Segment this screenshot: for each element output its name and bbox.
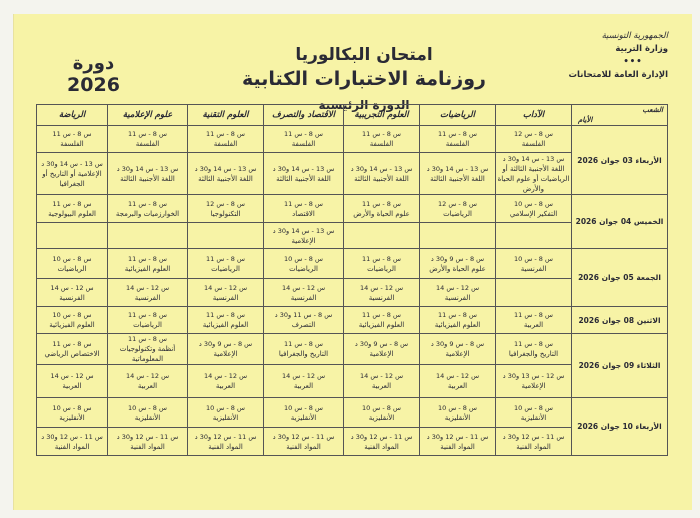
- exam-time: س 8 - س 11: [128, 335, 167, 343]
- exam-time: س 8 - س 11: [438, 311, 477, 319]
- schedule-cell: [344, 249, 420, 279]
- exam-time: س 8 - س 10: [514, 254, 553, 263]
- exam-subject: التاريخ والجغرافيا: [508, 350, 559, 358]
- exam-title: امتحان البكالوريا: [295, 45, 433, 65]
- exam-time: س 8 - س 11: [362, 311, 401, 319]
- exam-subject: العربية: [523, 321, 544, 329]
- table-row: [37, 307, 668, 334]
- schedule-cell: [264, 153, 344, 195]
- exam-time: س 11 - س 12 و30 د: [350, 432, 413, 441]
- exam-subject: المواد الفنية: [516, 442, 551, 451]
- exam-time: س 13 - س 14 و30 د: [350, 164, 413, 173]
- column-header: علوم الإعلامية: [108, 105, 188, 126]
- day-label: الأربعاء 10 جوان 2026: [572, 398, 668, 456]
- schedule-cell: [344, 223, 420, 249]
- exam-subject: العربية: [137, 382, 158, 390]
- exam-time: س 8 - س 11: [284, 130, 323, 138]
- exam-subject: العلوم الفيزيائية: [358, 321, 405, 329]
- table-row: [37, 398, 668, 428]
- ministry-header: [548, 30, 668, 82]
- exam-subject: المواد الفنية: [364, 442, 399, 451]
- schedule-cell: [264, 279, 344, 307]
- exam-subject: الأنقليزية: [212, 413, 239, 422]
- exam-subject: اللغة الأجنبية الثالثة: [198, 174, 253, 183]
- schedule-cell: [108, 428, 188, 456]
- exam-subject: علوم الحياة والأرض: [353, 209, 410, 218]
- exam-subject: الفلسفة: [521, 140, 546, 148]
- schedule-cell: [496, 307, 572, 334]
- schedule-cell: [344, 279, 420, 307]
- exam-subject: الإعلامية: [213, 350, 238, 358]
- exam-time: س 8 - س 11: [206, 254, 245, 263]
- exam-time: س 12 - س 14: [125, 372, 170, 380]
- table-header-row: [37, 105, 668, 126]
- exam-subject: العربية: [62, 382, 82, 390]
- schedule-cell: [496, 428, 572, 456]
- exam-subject: العربية: [371, 382, 392, 390]
- exam-time: س 12 - س 14: [125, 283, 170, 292]
- schedule-cell: [496, 126, 572, 153]
- exam-time: س 8 - س 11: [284, 340, 323, 348]
- schedule-cell: [264, 398, 344, 428]
- schedule-title: روزنامة الاختبارات الكتابية: [241, 68, 486, 90]
- exam-subject: الفلسفة: [445, 140, 470, 148]
- schedule-cell: [344, 428, 420, 456]
- schedule-cell: [37, 334, 108, 365]
- exam-subject: الرياضيات: [57, 264, 87, 273]
- day-label: الثلاثاء 09 جوان 2026: [572, 334, 668, 398]
- schedule-cell: [37, 249, 108, 279]
- schedule-cell: [188, 307, 264, 334]
- exam-subject: اللغة الأجنبية الثالثة: [354, 174, 409, 183]
- exam-subject: الإعلامية أو التاريخ أو الجغرافيا: [42, 169, 102, 188]
- exam-time: س 12 - س 14: [203, 372, 248, 380]
- exam-time: س 8 - س 11 و30 د: [274, 311, 333, 319]
- exam-time: س 12 - س 14: [359, 372, 404, 380]
- exam-subject: الفرنسية: [59, 293, 85, 302]
- column-header: الآداب: [496, 105, 572, 126]
- table-row: [37, 334, 668, 365]
- corner-branches-label: الشعب: [642, 106, 663, 114]
- table-row: [37, 126, 668, 153]
- schedule-cell: [188, 398, 264, 428]
- schedule-cell: [264, 126, 344, 153]
- schedule-cell: [108, 195, 188, 223]
- exam-time: س 13 - س 14 و30 د: [502, 154, 565, 163]
- exam-time: س 12 - س 14: [435, 283, 480, 292]
- exam-subject: الفرنسية: [134, 293, 161, 302]
- exam-subject: الأنقليزية: [59, 413, 85, 422]
- exam-time: س 8 - س 11: [514, 340, 553, 348]
- session-year: 2026: [67, 74, 120, 96]
- exam-time: س 8 - س 12: [438, 199, 477, 208]
- exam-time: س 12 - س 14: [281, 283, 326, 292]
- schedule-cell: [496, 398, 572, 428]
- schedule-cell: [420, 279, 496, 307]
- schedule-cell: [264, 428, 344, 456]
- exam-time: س 12 - س 14: [50, 372, 94, 380]
- exam-time: س 8 - س 11: [128, 311, 167, 319]
- exam-time: س 8 - س 12: [514, 130, 553, 138]
- schedule-cell: [344, 153, 420, 195]
- exam-subject: الفلسفة: [213, 140, 238, 148]
- exam-time: س 8 - س 10: [514, 403, 553, 412]
- schedule-cell: [420, 126, 496, 153]
- exam-subject: أنظمة وتكنولوجيات المعلوماتية: [119, 345, 176, 363]
- schedule-cell: [37, 195, 108, 223]
- exam-time: س 8 - س 11: [206, 130, 245, 138]
- exam-time: س 8 - س 11: [362, 130, 401, 138]
- exam-subject: المواد الفنية: [440, 442, 475, 451]
- exam-subject: التفكير الإسلامي: [509, 209, 558, 218]
- schedule-cell: [420, 249, 496, 279]
- exam-subject: العلوم الفيزيائية: [124, 264, 171, 273]
- exam-subject: اللغة الأجنبية الثالثة: [276, 174, 331, 183]
- exam-time: س 8 - س 11: [438, 130, 477, 138]
- schedule-cell: [496, 279, 572, 307]
- schedule-cell: [188, 126, 264, 153]
- session-year-block: [56, 54, 131, 96]
- table-row: [37, 195, 668, 223]
- schedule-cell: [264, 334, 344, 365]
- day-label: الخميس 04 جوان 2026: [572, 195, 668, 249]
- exam-subject: الفلسفة: [291, 140, 316, 148]
- schedule-cell: [496, 365, 572, 398]
- exam-subject: التكنولوجيا: [210, 209, 241, 218]
- schedule-cell: [37, 307, 108, 334]
- schedule-body: [37, 126, 668, 456]
- exam-time: س 8 - س 10: [284, 403, 323, 412]
- exam-time: س 8 - س 12: [206, 199, 245, 208]
- day-label: الجمعة 05 جوان 2026: [572, 249, 668, 307]
- schedule-cell: [264, 223, 344, 249]
- exam-time: س 8 - س 11: [52, 130, 92, 138]
- schedule-cell: [37, 223, 108, 249]
- exam-subject: الفلسفة: [60, 140, 84, 148]
- schedule-cell: [420, 398, 496, 428]
- exam-time: س 8 - س 11: [52, 340, 92, 348]
- exam-time: س 11 - س 12 و30 د: [502, 432, 565, 441]
- schedule-cell: [264, 249, 344, 279]
- column-header: الرياضيات: [420, 105, 496, 126]
- corner-header: [572, 105, 668, 126]
- schedule-cell: [188, 279, 264, 307]
- exam-subject: العربية: [293, 382, 314, 390]
- exam-time: س 12 - س 14: [203, 283, 248, 292]
- exam-time: س 8 - س 9 و30 د: [354, 340, 409, 348]
- exam-subject: المواد الفنية: [130, 442, 165, 451]
- exam-time: س 8 - س 11: [514, 311, 553, 319]
- exam-subject: الأنقليزية: [290, 413, 317, 422]
- exam-time: س 8 - س 10: [438, 403, 477, 412]
- schedule-cell: [496, 153, 572, 195]
- schedule-cell: [344, 365, 420, 398]
- exam-subject: المواد الفنية: [286, 442, 321, 451]
- exam-time: س 11 - س 12 و30 د: [116, 432, 179, 441]
- column-header: العلوم التجريبية: [344, 105, 420, 126]
- exam-time: س 8 - س 10: [362, 403, 401, 412]
- exam-subject: الاختصاص الرياضي: [44, 350, 100, 358]
- schedule-cell: [344, 307, 420, 334]
- exam-subject: العلوم الفيزيائية: [49, 321, 95, 329]
- session-name: الدورة الرئيسية: [318, 98, 410, 112]
- schedule-cell: [37, 279, 108, 307]
- schedule-cell: [108, 279, 188, 307]
- exam-subject: العلوم البيولوجية: [48, 209, 96, 218]
- exam-subject: الفرنسية: [444, 293, 471, 302]
- exam-subject: الأنقليزية: [520, 413, 547, 422]
- exam-time: س 8 - س 11: [206, 311, 245, 319]
- schedule-cell: [108, 126, 188, 153]
- exam-time: س 8 - س 11: [128, 130, 167, 138]
- schedule-cell: [264, 365, 344, 398]
- exam-time: س 13 - س 14 و30 د: [41, 159, 103, 168]
- schedule-cell: [496, 223, 572, 249]
- column-header: الرياضة: [37, 105, 108, 126]
- schedule-cell: [108, 398, 188, 428]
- exam-time: س 8 - س 10: [52, 403, 92, 412]
- exam-subject: الرياضيات: [443, 209, 472, 218]
- exam-time: س 8 - س 10: [206, 403, 245, 412]
- schedule-cell: [344, 195, 420, 223]
- exam-time: س 13 - س 14 و30 د: [272, 164, 335, 173]
- ministry-label: وزارة التربية: [615, 44, 668, 54]
- exam-time: س 8 - س 9 و30 د: [198, 340, 253, 348]
- exam-time: س 8 - س 9 و30 د: [430, 254, 485, 263]
- exam-time: س 8 - س 11: [128, 199, 167, 208]
- exam-subject: المواد الفنية: [208, 442, 243, 451]
- exam-subject: الفرنسية: [520, 264, 547, 273]
- schedule-cell: [420, 223, 496, 249]
- schedule-cell: [108, 307, 188, 334]
- schedule-cell: [37, 153, 108, 195]
- exam-time: س 13 - س 14 و30 د: [272, 226, 335, 235]
- column-header: العلوم التقنية: [188, 105, 264, 126]
- schedule-cell: [496, 249, 572, 279]
- exam-subject: الرياضيات: [211, 264, 240, 273]
- exam-time: س 12 - س 14: [50, 283, 94, 292]
- exam-subject: الإعلامية: [291, 236, 316, 245]
- exam-subject: الفرنسية: [368, 293, 395, 302]
- exam-subject: علوم الحياة والأرض: [429, 264, 486, 273]
- republic-label: الجمهورية التونسية: [601, 31, 668, 41]
- day-label: الأربعاء 03 جوان 2026: [572, 126, 668, 195]
- exam-time: س 12 - س 14: [359, 283, 404, 292]
- exam-time: س 12 - س 14: [435, 372, 480, 380]
- schedule-cell: [37, 365, 108, 398]
- exam-subject: الخوارزميات والبرمجة: [115, 209, 180, 218]
- schedule-cell: [420, 195, 496, 223]
- exam-subject: الأنقليزية: [368, 413, 395, 422]
- exam-time: س 12 - س 14: [281, 372, 326, 380]
- exam-subject: الرياضيات: [367, 264, 396, 273]
- schedule-cell: [108, 153, 188, 195]
- exam-subject: الفلسفة: [135, 140, 160, 148]
- exam-time: س 12 - س 13 و30 د: [502, 372, 565, 380]
- schedule-cell: [188, 334, 264, 365]
- exam-subject: المواد الفنية: [54, 442, 90, 451]
- exam-subject: الأنقليزية: [134, 413, 161, 422]
- schedule-cell: [420, 365, 496, 398]
- schedule-cell: [37, 398, 108, 428]
- exam-subject: الإعلامية: [445, 350, 470, 358]
- exam-time: س 8 - س 11: [362, 199, 401, 208]
- schedule-cell: [188, 249, 264, 279]
- schedule-cell: [108, 365, 188, 398]
- session-word: دورة: [72, 53, 115, 74]
- exam-time: س 11 - س 12 و30 د: [41, 432, 103, 441]
- schedule-cell: [188, 195, 264, 223]
- schedule-cell: [37, 126, 108, 153]
- exam-time: س 13 - س 14 و30 د: [194, 164, 257, 173]
- exam-time: س 8 - س 11: [128, 254, 167, 263]
- exam-subject: الإعلامية: [369, 350, 394, 358]
- schedule-cell: [188, 428, 264, 456]
- schedule-cell: [264, 195, 344, 223]
- schedule-cell: [420, 153, 496, 195]
- exam-time: س 13 - س 14 و30 د: [116, 164, 179, 173]
- exam-time: س 8 - س 10: [514, 199, 553, 208]
- schedule-cell: [108, 249, 188, 279]
- day-label: الاثنين 08 جوان 2026: [572, 307, 668, 334]
- schedule-cell: [420, 428, 496, 456]
- exam-subject: اللغة الأجنبية الثالثة: [120, 174, 175, 183]
- exam-subject: العلوم الفيزيائية: [202, 321, 249, 329]
- exam-subject: الفرنسية: [212, 293, 239, 302]
- department-label: الإدارة العامة للامتحانات: [568, 70, 668, 80]
- exam-time: س 8 - س 10: [52, 254, 92, 263]
- exam-subject: العربية: [215, 382, 236, 390]
- exam-subject: اللغة الأجنبية الثالثة: [430, 174, 485, 183]
- title-block: [214, 44, 514, 113]
- exam-time: س 8 - س 11: [52, 199, 92, 208]
- schedule-cell: [37, 428, 108, 456]
- exam-subject: الرياضيات: [289, 264, 318, 273]
- schedule-cell: [420, 334, 496, 365]
- exam-subject: التاريخ والجغرافيا: [278, 350, 329, 358]
- schedule-table: [36, 104, 668, 456]
- exam-subject: الاقتصاد: [292, 209, 315, 218]
- schedule-cell: [108, 334, 188, 365]
- exam-time: س 8 - س 10: [284, 254, 323, 263]
- exam-time: س 11 - س 12 و30 د: [194, 432, 257, 441]
- exam-time: س 13 - س 14 و30 د: [426, 164, 489, 173]
- exam-subject: الإعلامية: [521, 382, 546, 390]
- schedule-cell: [344, 126, 420, 153]
- exam-subject: الأنقليزية: [444, 413, 471, 422]
- schedule-cell: [344, 334, 420, 365]
- schedule-cell: [264, 307, 344, 334]
- exam-time: س 8 - س 9 و30 د: [430, 340, 485, 348]
- exam-time: س 8 - س 11: [362, 254, 401, 263]
- exam-subject: الفرنسية: [290, 293, 317, 302]
- dots-separator: •••: [623, 57, 643, 67]
- exam-subject: الفلسفة: [369, 140, 394, 148]
- exam-time: س 8 - س 10: [52, 311, 92, 319]
- exam-time: س 11 - س 12 و30 د: [272, 432, 335, 441]
- corner-days-label: الأيام: [578, 116, 593, 124]
- schedule-cell: [188, 223, 264, 249]
- exam-subject: التصرف: [291, 321, 316, 329]
- exam-subject: الرياضيات: [133, 321, 162, 329]
- exam-time: س 8 - س 10: [128, 403, 167, 412]
- schedule-cell: [344, 398, 420, 428]
- schedule-cell: [496, 334, 572, 365]
- schedule-cell: [108, 223, 188, 249]
- table-row: [37, 249, 668, 279]
- exam-time: س 8 - س 11: [284, 199, 323, 208]
- exam-subject: اللغة الأجنبية الثالثة أو الرياضيات أو علوم الحياة والأرض: [497, 164, 570, 193]
- schedule-cell: [188, 153, 264, 195]
- schedule-cell: [188, 365, 264, 398]
- column-header: الاقتصاد والتصرف: [264, 105, 344, 126]
- exam-time: س 11 - س 12 و30 د: [426, 432, 489, 441]
- schedule-cell: [420, 307, 496, 334]
- exam-subject: العربية: [447, 382, 468, 390]
- exam-subject: العلوم الفيزيائية: [434, 321, 481, 329]
- schedule-cell: [496, 195, 572, 223]
